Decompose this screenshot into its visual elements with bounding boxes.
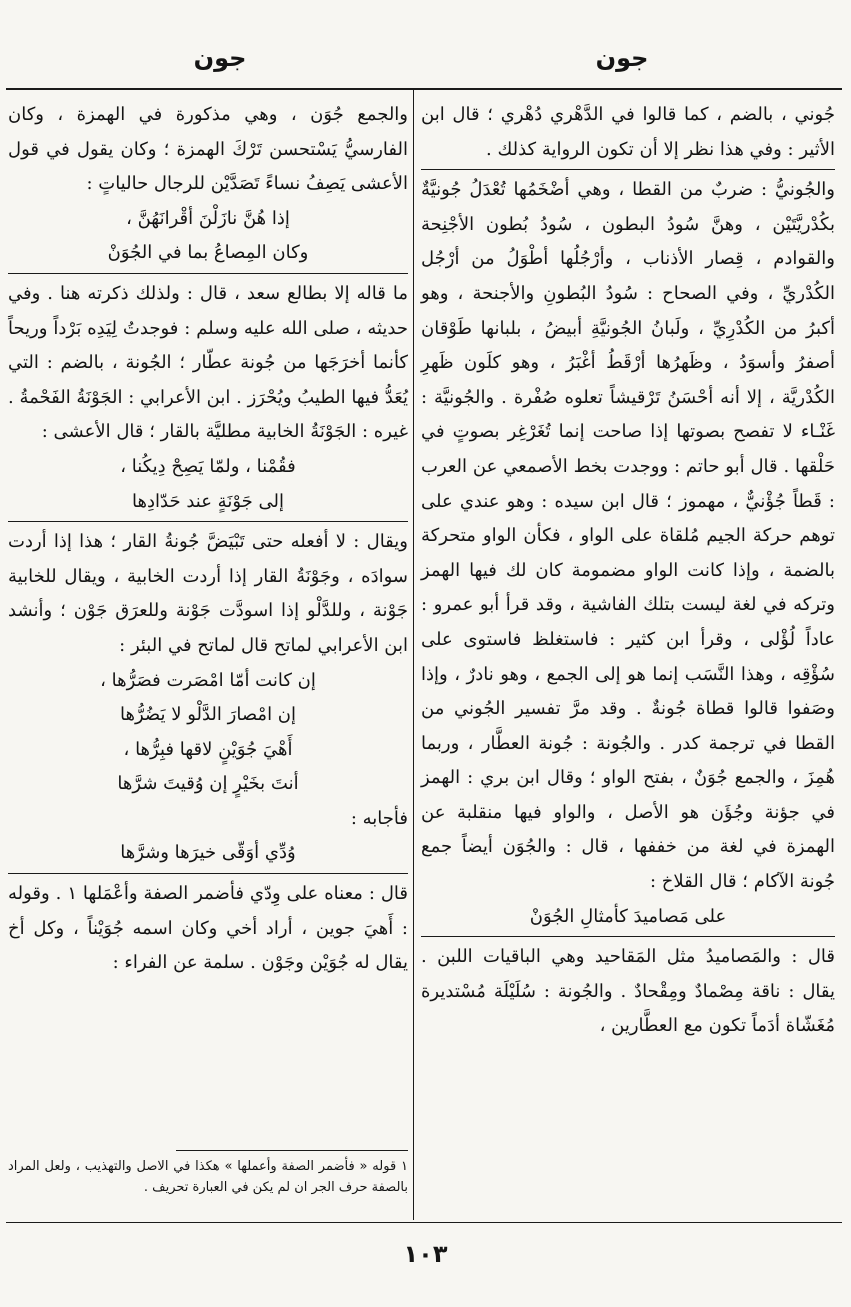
- verse-hemistich: إذا هُنَّ نازَلْنَ أقْرانَهُنَّ ،: [126, 207, 290, 229]
- right-column-running-head: جون: [595, 44, 649, 72]
- left-column: [8, 98, 408, 981]
- footnote: ١ قوله « فأضمر الصفة وأعملها » هكذا في الاصل والتهذيب ، ولعل المراد بالصفة حرف الجر ان لم يكن في العبارة تحريف .: [8, 1159, 408, 1195]
- left-paragraph-5: قال : معناه على وِدّي فأضمر الصفة وأعْمَلها ١ . وقوله : أَهيَ جوين ، أراد أخي وكان اسمه جُوَيْناً ، وكل أخ يقال له جُوَيْن وجَوْن . سلمة عن الفراء :: [8, 873, 408, 981]
- page-number: ١٠٣: [403, 1240, 448, 1268]
- footer-rule: [6, 1222, 842, 1223]
- left-verse-1: [8, 202, 408, 271]
- left-verse-3: [8, 664, 408, 802]
- left-column-running-head: جون: [193, 44, 247, 72]
- verse-hemistich: إلى جَوْنَةٍ عند حَدّادِها: [132, 490, 284, 512]
- column-divider: [413, 88, 414, 1220]
- left-paragraph-4: فأجابه :: [350, 807, 408, 829]
- right-paragraph-2: والجُونيُّ : ضربٌ من القطا ، وهي أضْخَمُها تُعْدَلُ جُونيَّةٌ بكُدْريَّتَيْن ، وهنَّ سُودُ البطون ، سُودُ بُطون الأجْنِحة والقوادم ، قِصار الأذناب ، وأرْجُلُها أطْوَلُ من أرْجُل الكُدْريِّ ، وفي الصحاح : سُودُ البُطونِ والأجنحة ، وهو أكبرُ من الكُدْرِيِّ ، ولَبانُ الجُونيَّةِ أبيضُ ، بلبانها طَوْقان أصفرُ وأسوَدُ ، وظَهرُها أرْقَطُ أغْبَرُ ، وهو كلَون ظَهرِ الكُدْريَّة ، إلا أنه أحْسَنُ تَرْقيشاً تعلوه صُفْرة . والجُونيَّة : غَنْـاء لا تفصح بصوتها إذا صاحت إنما تُغَرْغِر بصوتٍ في حَلْقها . قال أبو حاتم : ووجدت بخط الأصمعي عن العرب : قَطاً جُؤْنيٌّ ، مهموز ؛ قال ابن سيده : وهو عندي على توهم حركة الجيم مُلقاة على الواو ، فكأن الواو متحركة بالضمة ، وإذا كانت الواو مضمومة كان لك فيها الهمز وتركه في لغة ليست بتلك الفاشية ، وقد قرأ أبو عمرو : عاداً لُؤْلى ، وقرأ ابن كثير : فاستغلظ فاستوى على سُؤْقِه ، وهذا النَّسَب إنما هو إلى الجمع ، وهو نادرٌ ، وإذا وصَفوا قالوا قطاة جُونةٌ . وقد مرَّ تفسير الجُوني من القطا في ترجمة كدر . والجُونة : جُونة العطَّار ، وربما هُمِزَ ، والجمع جُوَنٌ ، بفتح الواو ؛ وقال ابن بري : الهمز في جؤنة وجُؤَن هو الأصل ، والواو فيها منقلبة عن الهمزة في لغة من خففها ، قال : والجُوَن أيضاً جمع جُونة الآكام ؛ قال القلاخ :: [421, 169, 835, 899]
- left-paragraph-2: ما قاله إلا بطالع سعد ، قال : ولذلك ذكرته هنا . وفي حديثه ، صلى الله عليه وسلم : فوجدتُ لِيَدِه بَرْداً وريحاً كأنما أخرَجَها من جُونة عطّار ؛ الجُونة ، بالضم : التي يُعَدُّ فيها الطيبُ ويُحْرَز . ابن الأعرابي : الجَوْنَةُ الفَحْمةُ . غيره : الجَوْنَةُ الخابية مطليَّة بالقار ؛ قال الأعشى :: [8, 273, 408, 450]
- left-verse-2: [8, 450, 408, 519]
- verse-hemistich: إن امْصارَ الدَّلْو لا يَضُرُّها: [119, 704, 297, 726]
- verse-hemistich: وكان المِصاعُ بما في الجُوَنْ: [107, 242, 309, 264]
- footnote-rule: [176, 1150, 408, 1151]
- right-paragraph-1: جُوني ، بالضم ، كما قالوا في الدَّهْري دُهْري ؛ قال ابن الأثير : وفي هذا نظر إلا أن تكون الرواية كذلك .: [421, 104, 835, 160]
- left-paragraph-3: ويقال : لا أفعله حتى تَبْيَضَّ جُونةُ القار ؛ هذا إذا أردت سوادَه ، وجَوْنَةُ القار إذا أردت الخابية ، ويقال للخابية جَوْنة ، وللدَّلْو إذا اسودَّت جَوْنة وللعرَق جَوْن ؛ وأنشد ابن الأعرابي لماتح قال لماتح في البئر :: [8, 521, 408, 663]
- left-paragraph-1: والجمع جُوَن ، وهي مذكورة في الهمزة ، وكان الفارسيُّ يَسْتحسن تَرْكَ الهمزة ؛ وكان يقول في قول الأعشى يَصِفُ نساءً تَصَدَّيْن للرجال حالياتٍ :: [8, 104, 408, 195]
- right-column: [421, 98, 835, 1044]
- header-rule: [6, 88, 842, 90]
- verse-hemistich: فقُمْنا ، ولمّا يَصِحْ دِيكُنا ،: [120, 455, 296, 477]
- right-paragraph-3: قال : والمَصاميدُ مثل المَقاحيد وهي الباقيات اللبن . يقال : ناقة مِصْمادٌ ومِقْحادٌ . والجُونة : سُلَيْلَة مُسْتديرة مُغَشّاة أدَماً تكون مع العطَّارين ،: [421, 936, 835, 1044]
- verse-hemistich: أَهْيَ جُوَيْنٍ لاقها فبِرُّها ،: [123, 738, 293, 760]
- verse-hemistich: أنتَ بخَيْرٍ إن وُقيتَ شرَّها: [117, 773, 299, 795]
- right-verse-1: على مَصاميدَ كأمثالِ الجُوَنْ: [529, 905, 727, 927]
- left-verse-4: وُدِّي أوَقّى خيرَها وشرَّها: [120, 842, 296, 864]
- verse-hemistich: إن كانت أمّا امْصَرت فصَرُّها ،: [100, 669, 316, 691]
